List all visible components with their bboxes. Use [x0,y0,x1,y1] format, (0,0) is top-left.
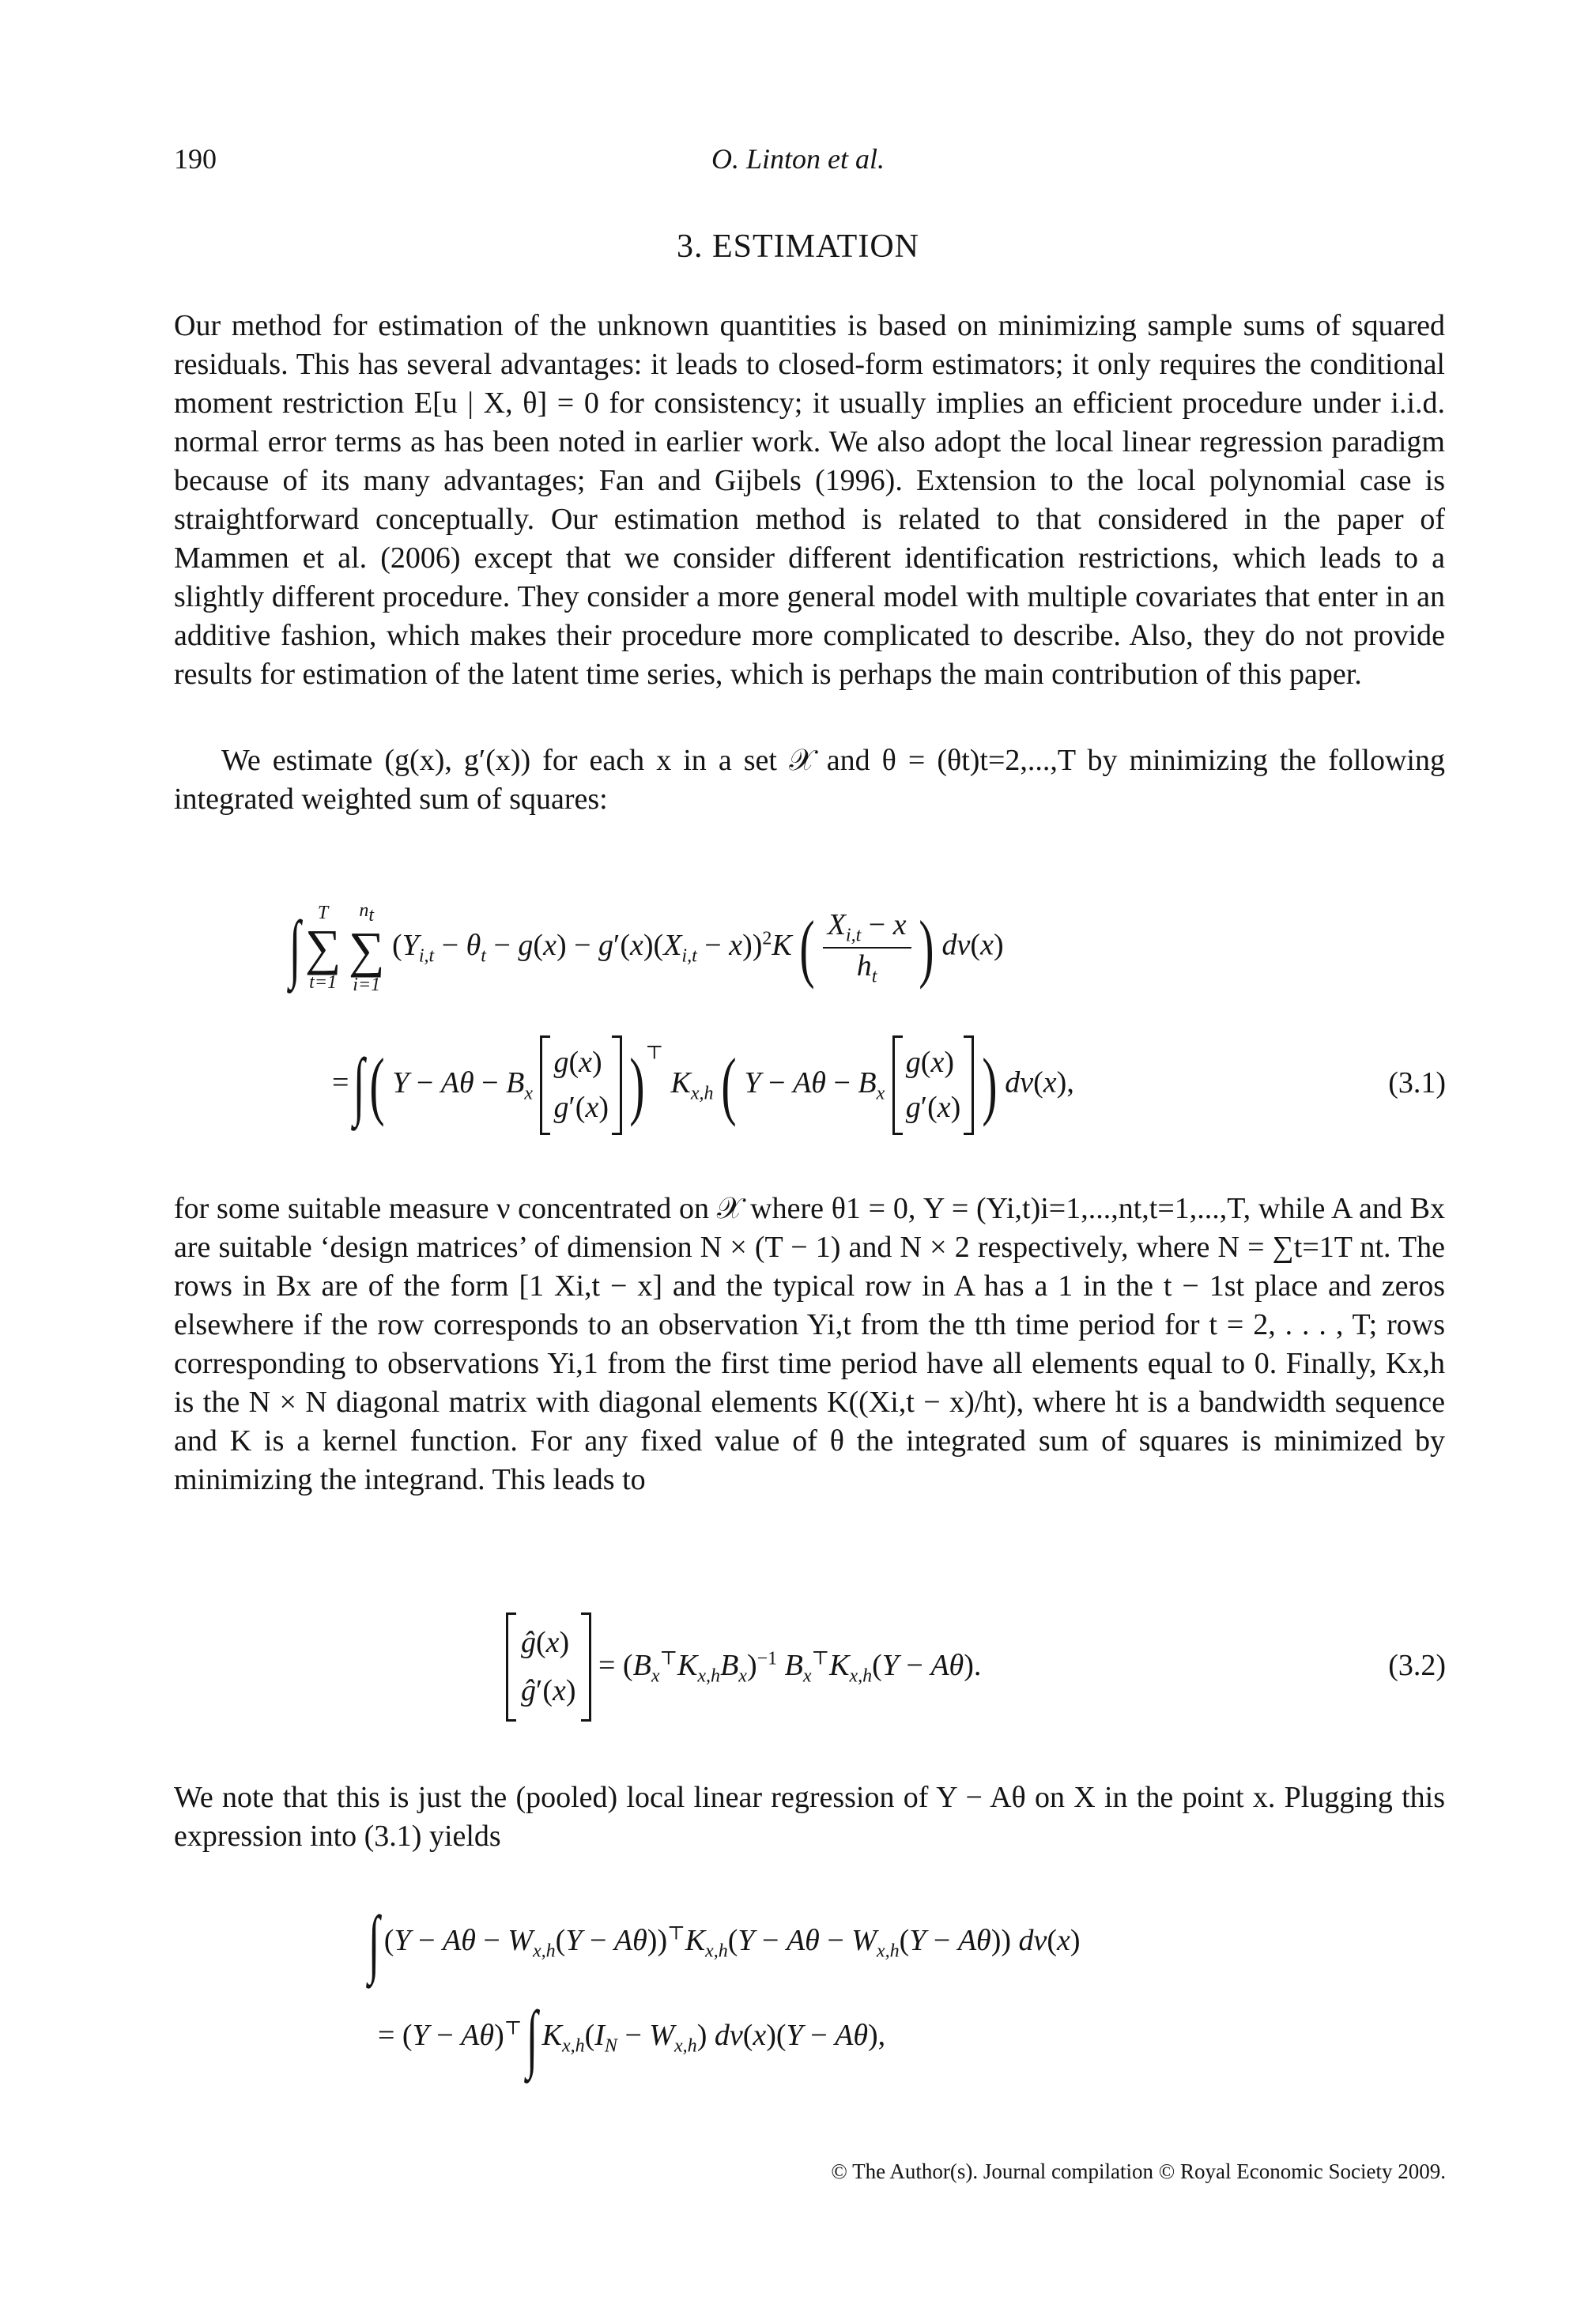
equation-3-1 [0,885,1596,1186]
page-number: 190 [174,143,217,175]
running-head: O. Linton et al. [711,143,885,175]
paragraph-intro: Our method for estimation of the unknown quantities is based on minimizing sample sums of squared residuals. This has several advantages: it leads to closed-form estimators; it only requires the conditional moment restriction E[u | X, θ] = 0 for consistency; it usually implies an efficient procedure under i.i.d. normal error terms as has been noted in earlier work. We also adopt the local linear regression paradigm because of its many advantages; Fan and Gijbels (1996). Extension to the local polynomial case is straightforward conceptually. Our estimation method is related to that considered in the paper of Mammen et al. (2006) except that we consider different identification restrictions, which leads to a slightly different procedure. They consider a more general model with multiple covariates that enter in an additive fashion, which makes their procedure more complicated to describe. Also, they do not provide results for estimation of the latent time series, which is perhaps the main contribution of this paper. [174,309,1445,691]
equation-plugged-line-2: = (Y − Aθ)⊤ ∫ $K_{x,h}(I_N - W_{x,h}) d\nu(x)(Y - A\theta)$, [378,1995,886,2080]
equation-number-3-1: (3.1) [1388,1066,1446,1099]
copyright-footer: © The Author(s). Journal compilation © Royal Economic Society 2009. [831,2159,1446,2183]
equation-plugged [0,1900,1596,2110]
equation-3-1-line-1: ∫ T ∑ t=1 $n_t$ ∑ i=1 $(Y_{i,t} - \theta_t - g(x) - g'(x)(X_{i,t} - x))^2K$ ( $\frac{X_{i,t} - x}{h_t}$ ) dν(x) [289,900,1004,995]
paragraph-pooled: We note that this is just the (pooled) local linear regression of Y − Aθ on X in the point x. Plugging this expression into (3.1) yields [174,1781,1445,1853]
equation-number-3-2: (3.2) [1388,1649,1446,1682]
equation-plugged-line-1: ∫ $(Y - A\theta - W_{x,h}(Y - A\theta))^⊤K_{x,h}(Y - A\theta - W_{x,h}(Y - A\theta))$ dν(x) [368,1900,1081,1985]
equation-3-2 [0,1605,1596,1731]
section-title: 3. ESTIMATION [677,228,919,265]
equation-3-2-body: ĝ(x) ĝ′(x) = $(B_x^⊤K_{x,h}B_x)^{-1}$ $B_x^⊤K_{x,h}(Y - A\theta)$. [506,1612,981,1722]
equation-3-1-line-2: = ∫ ( $Y - A\theta - B_x$ g(x) g′(x) )⊤ $K_{x,h}$ ( $Y - A\theta - B_x$ g(x) g′(x) ) dν(x), [332,1035,1074,1135]
paragraph-estimate: We estimate (g(x), g′(x)) for each x in a set 𝒳 and θ = (θt)t=2,...,T by minimizing the following integrated weighted sum of squares: [174,744,1445,816]
paragraph-design-matrices: for some suitable measure ν concentrated on 𝒳 where θ1 = 0, Y = (Yi,t)i=1,...,nt,t=1,...,T, while A and Bx are suitable ‘design matrices’ of dimension N × (T − 1) and N × 2 respectively, where N = ∑t=1T nt. The rows in Bx are of the form [1 Xi,t − x] and the typical row in A has a 1 in the t − 1st place and zeros elsewhere if the row corresponds to an observation Yi,t from the tth time period for t = 2, . . . , T; rows corresponding to observations Yi,1 from the first time period have all elements equal to 0. Finally, Kx,h is the N × N diagonal matrix with diagonal elements K((Xi,t − x)/ht), where ht is a bandwidth sequence and K is a kernel function. For any fixed value of θ the integrated sum of squares is minimized by minimizing the integrand. This leads to [174,1192,1445,1496]
